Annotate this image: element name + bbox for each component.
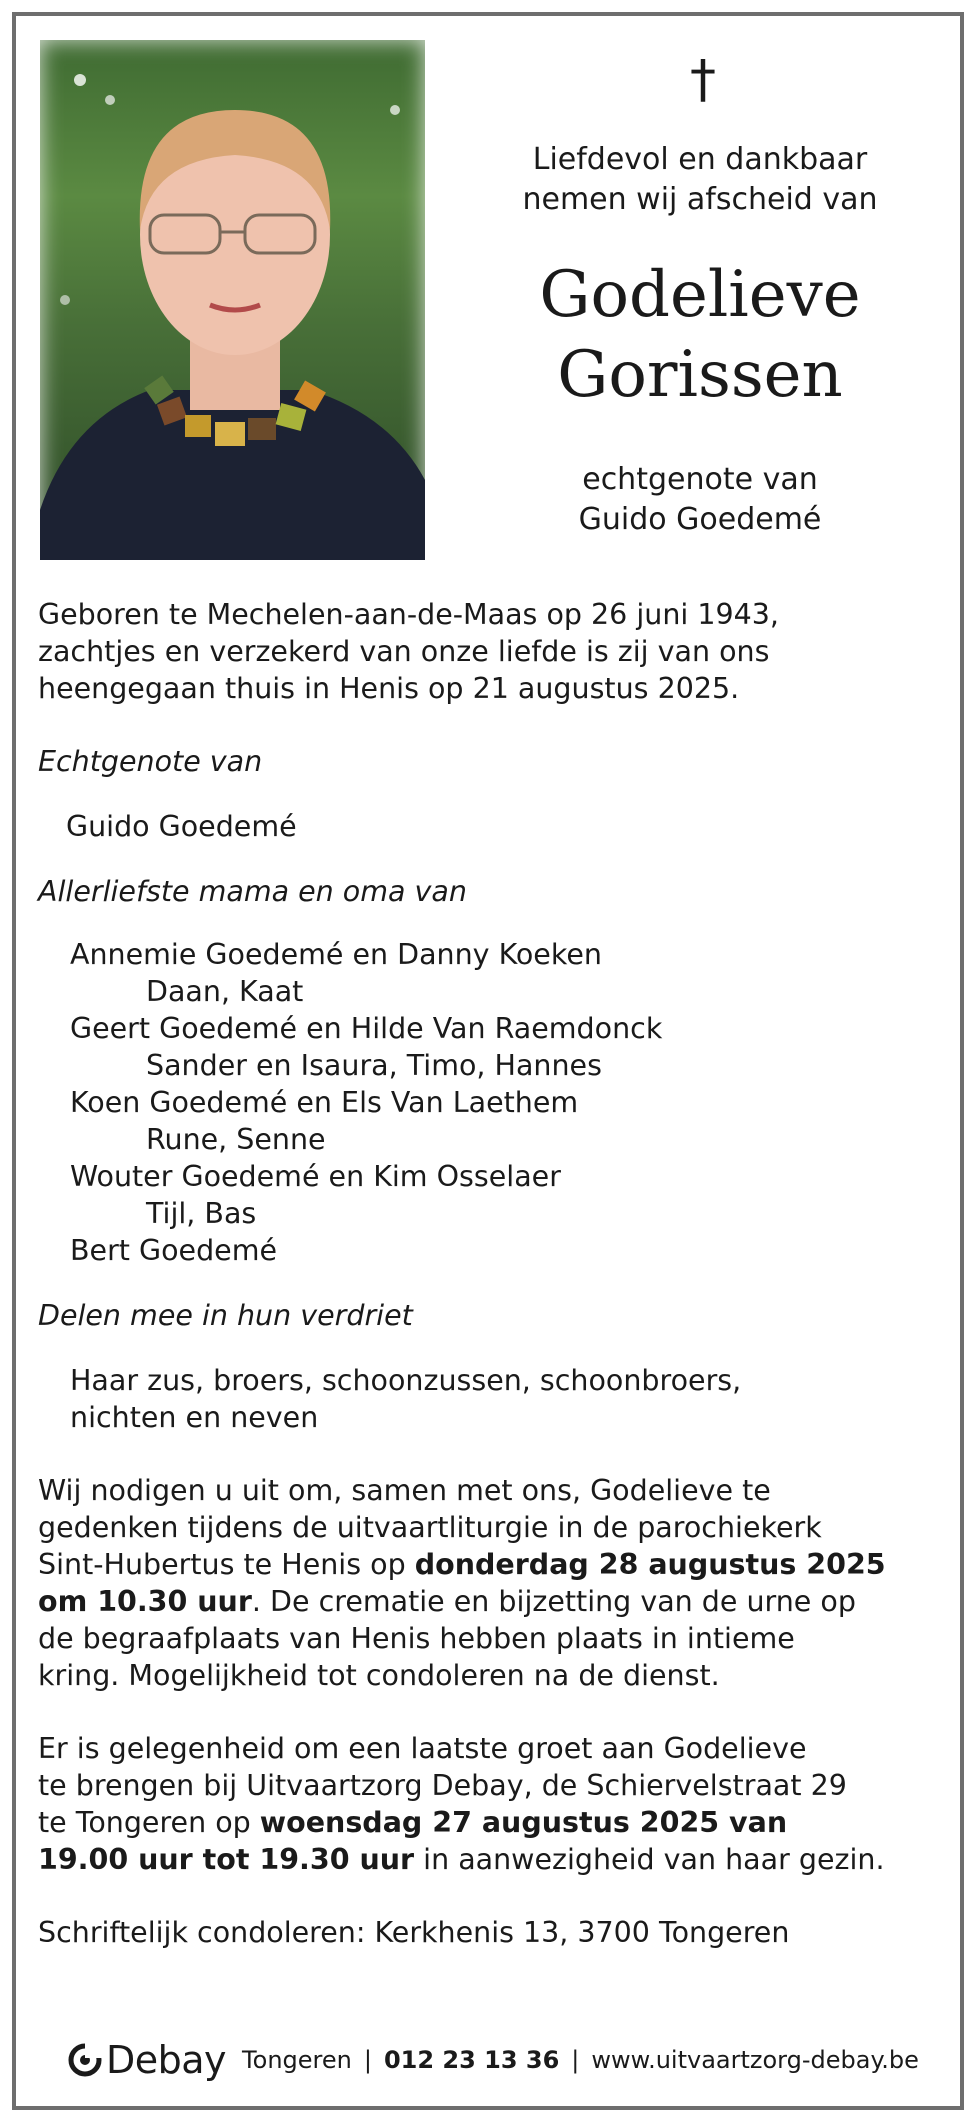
funeral-time: om 10.30 uur	[38, 1585, 252, 1618]
brand-name: Debay	[106, 2038, 227, 2082]
obituary-body	[38, 596, 950, 1951]
intro-line: nemen wij afscheid van	[522, 182, 878, 217]
grandchildren: Rune, Senne	[146, 1123, 326, 1156]
debay-logo-icon	[68, 2043, 102, 2077]
condolence-line: Schriftelijk condoleren: Kerkhenis 13, 3700 Tongeren	[38, 1916, 790, 1949]
footer-separator: |	[571, 2046, 580, 2074]
children-parents: Koen Goedemé en Els Van Laethem	[70, 1086, 579, 1119]
spouse-heading: Echtgenote van	[38, 745, 263, 778]
grandchildren: Tijl, Bas	[146, 1197, 257, 1230]
intro-line: Liefdevol en dankbaar	[532, 142, 868, 177]
footer-separator: |	[363, 2046, 372, 2074]
children-parents: Annemie Goedemé en Danny Koeken	[70, 938, 602, 971]
family-line: nichten en neven	[70, 1401, 319, 1434]
funeral-line: kring. Mogelijkheid tot condoleren na de dienst.	[38, 1659, 720, 1692]
children-parents: Geert Goedemé en Hilde Van Raemdonck	[70, 1012, 663, 1045]
funeral-line	[38, 1583, 950, 1620]
deceased-name	[470, 255, 930, 415]
children-list	[38, 936, 950, 1269]
funeral-line	[38, 1546, 950, 1583]
deceased-first-name: Godelieve	[539, 258, 861, 332]
cross-icon: †	[690, 50, 716, 110]
birth-line: zachtjes en verzekerd van onze liefde is zij van ons	[38, 635, 770, 668]
funeral-text: Sint-Hubertus te Henis op	[38, 1548, 415, 1581]
children-heading: Allerliefste mama en oma van	[38, 875, 467, 908]
footer-website[interactable]: www.uitvaartzorg-debay.be	[591, 2046, 919, 2074]
family-heading: Delen mee in hun verdriet	[38, 1299, 413, 1332]
grandchildren: Daan, Kaat	[146, 975, 304, 1008]
funeral-line: de begraafplaats van Henis hebben plaats in intieme	[38, 1622, 795, 1655]
visitation-date: woensdag 27 augustus 2025 van	[259, 1806, 788, 1839]
visitation-text: te Tongeren op	[38, 1806, 260, 1839]
intro-text	[470, 140, 930, 220]
funeral-line: gedenken tijdens de uitvaartliturgie in de parochiekerk	[38, 1511, 822, 1544]
funeral-date: donderdag 28 augustus 2025	[414, 1548, 886, 1581]
grandchildren: Sander en Isaura, Timo, Hannes	[146, 1049, 602, 1082]
visitation-time: 19.00 uur tot 19.30 uur	[38, 1843, 415, 1876]
debay-logo	[68, 2038, 226, 2082]
footer-phone[interactable]: 012 23 13 36	[383, 2046, 560, 2074]
visitation-line	[38, 1841, 950, 1878]
children-parents: Bert Goedemé	[70, 1234, 278, 1267]
visitation-line: te brengen bij Uitvaartzorg Debay, de Schiervelstraat 29	[38, 1769, 847, 1802]
spouse-intro-name: Guido Goedemé	[578, 502, 822, 537]
spouse-intro-line: echtgenote van	[582, 462, 818, 497]
birth-line: heengegaan thuis in Henis op 21 augustus 2025.	[38, 672, 740, 705]
portrait-photo	[40, 40, 425, 560]
spouse-name: Guido Goedemé	[66, 810, 297, 843]
deceased-last-name: Gorissen	[557, 338, 843, 412]
funeral-text: . De crematie en bijzetting van de urne op	[251, 1585, 856, 1618]
visitation-line	[38, 1804, 950, 1841]
spouse-intro	[470, 460, 930, 540]
footer	[68, 2035, 928, 2085]
funeral-line: Wij nodigen u uit om, samen met ons, Godelieve te	[38, 1474, 771, 1507]
birth-line: Geboren te Mechelen-aan-de-Maas op 26 juni 1943,	[38, 598, 779, 631]
visitation-line: Er is gelegenheid om een laatste groet aan Godelieve	[38, 1732, 807, 1765]
children-parents: Wouter Goedemé en Kim Osselaer	[70, 1160, 561, 1193]
footer-city: Tongeren	[242, 2046, 352, 2074]
visitation-text: in aanwezigheid van haar gezin.	[414, 1843, 885, 1876]
family-line: Haar zus, broers, schoonzussen, schoonbroers,	[70, 1364, 742, 1397]
